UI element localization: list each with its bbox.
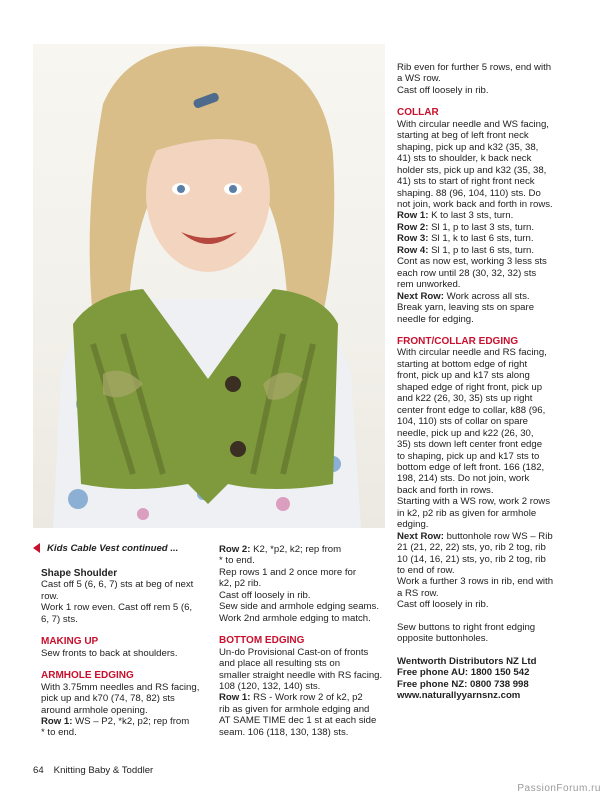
text-line: to end of row. bbox=[397, 565, 455, 577]
text-line: to shaping, pick up and k17 sts to bbox=[397, 450, 540, 462]
text-line: edging. bbox=[397, 519, 429, 531]
shape-shoulder-heading: Shape Shoulder bbox=[41, 568, 118, 579]
text-line: Sew buttons to right front edging bbox=[397, 621, 536, 633]
text-line: Un-do Provisional Cast-on of fronts bbox=[219, 646, 369, 658]
text-line: starting at beg of left front neck bbox=[397, 130, 529, 142]
text-line: row. bbox=[41, 590, 59, 602]
text-line: Work a further 3 rows in rib, end with bbox=[397, 576, 554, 588]
middle-column bbox=[219, 544, 391, 738]
page-number: 64 bbox=[33, 765, 44, 776]
row-instruction: Next Row: Work across all sts. bbox=[397, 290, 530, 302]
text-line: pick up and k70 (74, 78, 82) sts bbox=[41, 693, 175, 705]
magazine-title: Knitting Baby & Toddler bbox=[53, 765, 154, 776]
bottom-edging-heading: BOTTOM EDGING bbox=[219, 635, 305, 647]
text-line: rem unworked. bbox=[397, 279, 461, 291]
row-instruction: Next Row: buttonhole row WS – Rib bbox=[397, 530, 553, 542]
row-label: Row 3: bbox=[397, 233, 429, 245]
text-line: smaller straight needle with RS facing. bbox=[219, 669, 383, 681]
text-line: center front edge to collar, k88 (96, bbox=[397, 404, 546, 416]
text-line: front, pick up and k17 sts along bbox=[397, 370, 530, 382]
text-line: 104, 110) sts of collar on spare bbox=[397, 416, 529, 428]
text-line: Work 1 row even. Cast off rem 5 (6, bbox=[41, 602, 193, 614]
website-link[interactable]: www.naturallyyarnsnz.com bbox=[397, 690, 521, 702]
text-line: Sew fronts to back at shoulders. bbox=[41, 647, 178, 659]
text-line: AT SAME TIME dec 1 st at each side bbox=[219, 715, 377, 727]
text-line: a RS row. bbox=[397, 587, 439, 599]
row-instruction: Row 2: K2, *p2, k2; rep from bbox=[219, 544, 342, 555]
text-line: Sew side and armhole edging seams. bbox=[219, 601, 379, 613]
phone-nz: Free phone NZ: 0800 738 998 bbox=[397, 678, 529, 690]
row-label: Row 1: bbox=[41, 715, 73, 727]
text-line: Rep rows 1 and 2 once more for bbox=[219, 566, 357, 578]
text-line: Starting with a WS row, work 2 rows bbox=[397, 496, 551, 508]
text-line: * to end. bbox=[219, 555, 255, 567]
text-line: Rib even for further 5 rows, end with bbox=[397, 62, 552, 73]
text-line: opposite buttonholes. bbox=[397, 633, 489, 645]
text-line: in k2, p2 rib as given for armhole bbox=[397, 507, 537, 519]
child-vest-photo bbox=[33, 44, 385, 528]
text-line: shaping. 88 (96, 104, 110) sts. Do bbox=[397, 187, 541, 199]
front-collar-edging-heading: FRONT/COLLAR EDGING bbox=[397, 335, 519, 347]
distributor-name: Wentworth Distributors NZ Ltd bbox=[397, 655, 537, 667]
row-label: Row 1: bbox=[397, 210, 429, 222]
text-line: 198, 214) sts. Do not join, work bbox=[397, 473, 530, 485]
text-line: shaped edge of right front, pick up bbox=[397, 381, 543, 393]
text-line: not join, work back and forth in rows. bbox=[397, 198, 553, 210]
text-line: With circular needle and RS facing, bbox=[397, 347, 547, 359]
continued-label: Kids Cable Vest continued ... bbox=[33, 543, 178, 554]
text-line: Cast off 5 (6, 6, 7) sts at beg of next bbox=[41, 579, 194, 591]
text-line: Cont as now est, working 3 less sts bbox=[397, 256, 547, 268]
making-up-heading: MAKING UP bbox=[41, 636, 99, 648]
row-instruction: Row 4: Sl 1, p to last 6 sts, turn. bbox=[397, 244, 535, 256]
text-line: holder sts, pick up and k32 (35, 38, bbox=[397, 164, 547, 176]
row-instruction: Row 1: RS - Work row 2 of k2, p2 bbox=[219, 692, 363, 704]
row-label: Row 2: bbox=[397, 221, 429, 233]
text-line: Work 2nd armhole edging to match. bbox=[219, 612, 371, 624]
text-line: Cast off loosely in rib. bbox=[219, 589, 311, 601]
text-line: needle for edging. bbox=[397, 313, 474, 325]
row-label: Row 4: bbox=[397, 244, 429, 256]
text-line: 41) sts to shoulder, k back neck bbox=[397, 153, 532, 165]
right-column bbox=[397, 62, 597, 702]
text-line: Break yarn, leaving sts on spare bbox=[397, 302, 535, 314]
row-instruction: Row 1: WS – P2, *k2, p2; rep from bbox=[41, 715, 190, 727]
text-line: seam. 106 (118, 130, 138) sts. bbox=[219, 726, 349, 738]
row-instruction: Row 2: Sl 1, p to last 3 sts, turn. bbox=[397, 221, 535, 233]
row-label: Next Row: bbox=[397, 530, 444, 542]
text-line: 10 (14, 16, 21) sts, yo, rib 2 tog, rib bbox=[397, 553, 546, 565]
text-line: 21 (21, 22, 22) sts, yo, rib 2 tog, rib bbox=[397, 542, 546, 554]
text-line: needle, pick up and k22 (26, 30, bbox=[397, 427, 534, 439]
watermark: PassionForum.ru bbox=[517, 783, 601, 794]
contact-block bbox=[397, 656, 597, 702]
text-line: 6, 7) sts. bbox=[41, 613, 78, 625]
text-line: around armhole opening. bbox=[41, 704, 148, 716]
text-line: rib as given for armhole edging and bbox=[219, 703, 370, 715]
text-line: 108 (120, 132, 140) sts. bbox=[219, 680, 321, 692]
page-footer bbox=[33, 765, 153, 776]
text-line: back and forth in rows. bbox=[397, 484, 494, 496]
armhole-edging-heading: ARMHOLE EDGING bbox=[41, 670, 134, 682]
phone-au: Free phone AU: 1800 150 542 bbox=[397, 667, 530, 679]
text-line: 41) sts to start of right front neck bbox=[397, 176, 535, 188]
row-label: Next Row: bbox=[397, 290, 444, 302]
text-line: shaping, pick up and k32 (35, 38, bbox=[397, 141, 539, 153]
row-instruction: Row 3: Sl 1, k to last 6 sts, turn. bbox=[397, 233, 534, 245]
text-line: bottom edge of left front. 166 (182, bbox=[397, 461, 545, 473]
text-line: k2, p2 rib. bbox=[219, 578, 262, 590]
triangle-icon bbox=[33, 543, 40, 553]
text-line: * to end. bbox=[41, 727, 77, 739]
text-line: Cast off loosely in rib. bbox=[397, 599, 489, 611]
row-label: Row 2: bbox=[219, 544, 251, 555]
text-line: and place all resulting sts on bbox=[219, 658, 341, 670]
text-line: 35) sts down left center front edge bbox=[397, 439, 543, 451]
text-line: With circular needle and WS facing, bbox=[397, 118, 549, 130]
row-instruction: Row 1: K to last 3 sts, turn. bbox=[397, 210, 514, 222]
text-line: each row until 28 (30, 32, 32) sts bbox=[397, 267, 537, 279]
text-line: Cast off loosely in rib. bbox=[397, 84, 489, 96]
text-line: and k22 (26, 30, 35) sts up right bbox=[397, 393, 533, 405]
text-line: starting at bottom edge of right bbox=[397, 358, 528, 370]
collar-heading: COLLAR bbox=[397, 107, 439, 119]
row-label: Row 1: bbox=[219, 692, 251, 704]
text-line: With 3.75mm needles and RS facing, bbox=[41, 681, 200, 693]
left-column bbox=[41, 568, 211, 739]
text-line: a WS row. bbox=[397, 73, 441, 85]
